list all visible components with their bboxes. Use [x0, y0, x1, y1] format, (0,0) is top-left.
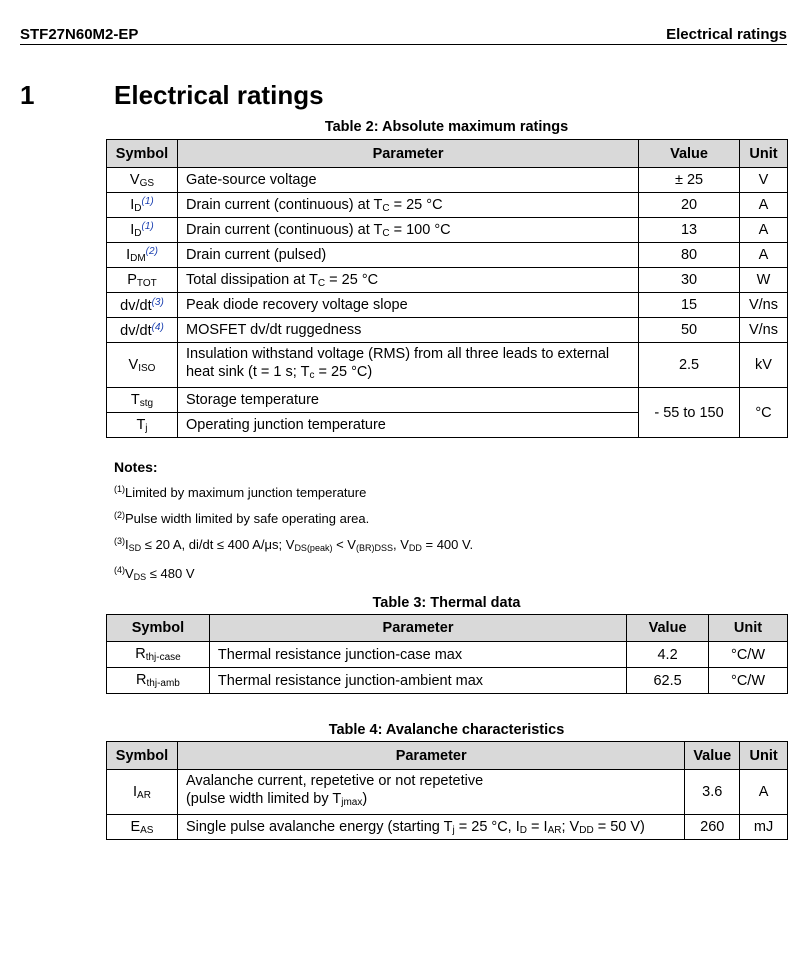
unit-cell: A: [739, 243, 787, 268]
table-row: [107, 293, 788, 318]
unit-cell: W: [739, 268, 787, 293]
symbol-cell: $T_{stg}$: [107, 388, 178, 413]
value-cell: 4.2: [627, 642, 709, 668]
note-2: $^{(2)}$Pulse width limited by safe operating area.: [114, 510, 370, 526]
unit-cell: mJ: [740, 815, 788, 840]
parameter-cell: Peak diode recovery voltage slope: [177, 293, 638, 318]
parameter-cell: Insulation withstand voltage (RMS) from all three leads to external heat sink (t = 1 s; $T_c = 25$ °C): [177, 343, 638, 388]
value-cell: 30: [639, 268, 740, 293]
footnote-ref-2[interactable]: (2): [145, 246, 158, 257]
unit-cell: V/ns: [739, 318, 787, 343]
value-cell: - 55 to 150: [639, 388, 740, 438]
document-id: STF27N60M2-EP: [20, 26, 139, 43]
symbol-cell: $I_{DM}^{(2)}$: [107, 243, 178, 268]
col-parameter: Parameter: [209, 615, 626, 642]
parameter-cell: Storage temperature: [177, 388, 638, 413]
parameter-cell: Total dissipation at $T_C = 25$ °C: [177, 268, 638, 293]
symbol-cell: dv/dt$^{(3)}$: [107, 293, 178, 318]
avalanche-characteristics-table: [106, 741, 788, 840]
col-symbol: Symbol: [107, 615, 210, 642]
table-row: [107, 218, 788, 243]
parameter-cell: Drain current (continuous) at $T_C = 100$ °C: [177, 218, 638, 243]
col-symbol: Symbol: [107, 742, 178, 770]
col-value: Value: [685, 742, 740, 770]
symbol-cell: $R_{thj-amb}$: [107, 668, 210, 694]
page-header: [20, 26, 787, 45]
unit-cell: °C: [739, 388, 787, 438]
col-value: Value: [627, 615, 709, 642]
symbol-cell: $R_{thj-case}$: [107, 642, 210, 668]
symbol-cell: $E_{AS}$: [107, 815, 178, 840]
table-row: [107, 268, 788, 293]
footnote-ref-4[interactable]: (4): [151, 321, 164, 333]
table-row: [107, 388, 788, 413]
unit-cell: V: [739, 168, 787, 193]
parameter-cell: Thermal resistance junction-ambient max: [209, 668, 626, 694]
parameter-cell: Single pulse avalanche energy (starting $T_j = 25$ °C, $I_D = I_{AR}$; $V_{DD} = 50$ V): [177, 815, 684, 840]
footnote-ref-3[interactable]: (3): [151, 296, 164, 308]
unit-cell: A: [739, 193, 787, 218]
col-value: Value: [639, 140, 740, 168]
value-cell: ± 25: [639, 168, 740, 193]
section-title: Electrical ratings: [114, 80, 324, 110]
table-row: [107, 343, 788, 388]
unit-cell: kV: [739, 343, 787, 388]
parameter-cell: MOSFET dv/dt ruggedness: [177, 318, 638, 343]
unit-cell: °C/W: [709, 642, 788, 668]
value-cell: 62.5: [627, 668, 709, 694]
symbol-cell: $P_{TOT}$: [107, 268, 178, 293]
parameter-cell: Gate-source voltage: [177, 168, 638, 193]
parameter-cell: Avalanche current, repetetive or not repetetive (pulse width limited by $T_{jmax}$): [177, 770, 684, 815]
symbol-cell: $T_j$: [107, 413, 178, 438]
col-parameter: Parameter: [177, 742, 684, 770]
value-cell: 3.6: [685, 770, 740, 815]
absolute-maximum-ratings-table: [106, 139, 788, 438]
value-cell: 15: [639, 293, 740, 318]
value-cell: 50: [639, 318, 740, 343]
unit-cell: °C/W: [709, 668, 788, 694]
table-row: [107, 668, 788, 694]
symbol-cell: $I_{AR}$: [107, 770, 178, 815]
table2-caption: Table 2: Absolute maximum ratings: [324, 119, 569, 135]
parameter-cell: Thermal resistance junction-case max: [209, 642, 626, 668]
unit-cell: V/ns: [739, 293, 787, 318]
parameter-cell: Drain current (pulsed): [177, 243, 638, 268]
table-header-row: [107, 615, 788, 642]
table-row: [107, 193, 788, 218]
note-1: $^{(1)}$Limited by maximum junction temperature: [114, 484, 367, 500]
parameter-cell: Drain current (continuous) at $T_C = 25$ °C: [177, 193, 638, 218]
table-row: [107, 243, 788, 268]
table-row: [107, 770, 788, 815]
symbol-cell: $V_{ISO}$: [107, 343, 178, 388]
col-parameter: Parameter: [177, 140, 638, 168]
table-row: [107, 642, 788, 668]
symbol-cell: $V_{GS}$: [107, 168, 178, 193]
value-cell: 260: [685, 815, 740, 840]
value-cell: 2.5: [639, 343, 740, 388]
table4-caption: Table 4: Avalanche characteristics: [328, 722, 565, 738]
note-3: $^{(3)}I_{SD} \le 20$ A, di/dt ≤ 400 A/μs; $V_{DS(peak)} < V_{(BR)DSS}$, $V_{DD} = 400$ V.: [114, 536, 474, 553]
notes-heading: Notes:: [114, 459, 158, 475]
table-header-row: [107, 742, 788, 770]
table3-caption: Table 3: Thermal data: [372, 595, 521, 611]
header-section-title: Electrical ratings: [666, 26, 787, 43]
table-row: [107, 815, 788, 840]
symbol-cell: $I_D^{(1)}$: [107, 218, 178, 243]
section-number: 1: [20, 80, 35, 110]
col-symbol: Symbol: [107, 140, 178, 168]
unit-cell: A: [739, 218, 787, 243]
col-unit: Unit: [709, 615, 788, 642]
col-unit: Unit: [739, 140, 787, 168]
col-unit: Unit: [740, 742, 788, 770]
table-row: [107, 168, 788, 193]
symbol-cell: dv/dt$^{(4)}$: [107, 318, 178, 343]
footnote-ref-1[interactable]: (1): [141, 196, 154, 207]
value-cell: 20: [639, 193, 740, 218]
unit-cell: A: [740, 770, 788, 815]
value-cell: 80: [639, 243, 740, 268]
value-cell: 13: [639, 218, 740, 243]
note-4: $^{(4)}V_{DS} \le 480$ V: [114, 565, 195, 582]
notes: [114, 456, 473, 588]
table-header-row: [107, 140, 788, 168]
thermal-data-table: [106, 614, 788, 694]
parameter-cell: Operating junction temperature: [177, 413, 638, 438]
footnote-ref-1[interactable]: (1): [141, 221, 154, 232]
symbol-cell: $I_D^{(1)}$: [107, 193, 178, 218]
table-row: [107, 318, 788, 343]
